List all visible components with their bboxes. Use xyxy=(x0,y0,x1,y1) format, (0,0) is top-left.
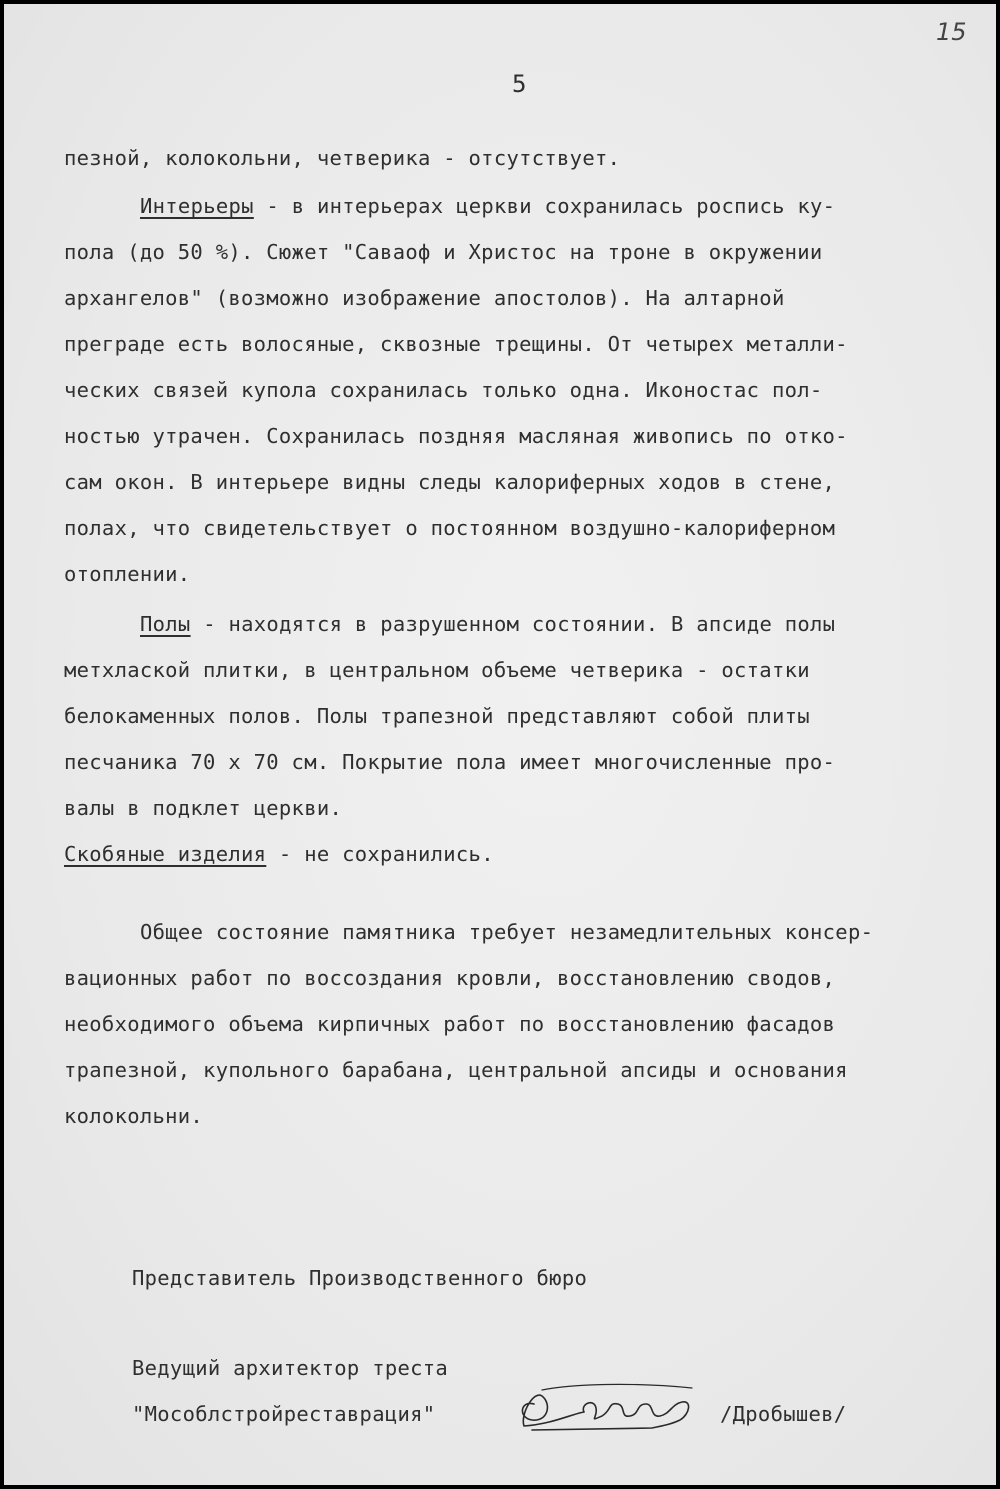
organization-name: "Мособлстройреставрация" xyxy=(132,1402,436,1426)
text-line: ностью утрачен. Сохранилась поздняя масляная живопись по отко- xyxy=(64,424,848,448)
paragraph-interiors-first-line xyxy=(140,194,835,218)
term-interiors: Интерьеры xyxy=(140,194,254,218)
text-line: отоплении. xyxy=(64,562,191,586)
text-line: валы в подклет церкви. xyxy=(64,796,343,820)
text-line: необходимого объема кирпичных работ по восстановлению фасадов xyxy=(64,1012,836,1036)
handwritten-signature xyxy=(512,1374,712,1444)
representative-label: Представитель Производственного бюро xyxy=(132,1266,588,1290)
text-line: пезной, колокольни, четверика - отсутствует. xyxy=(64,146,621,170)
text-line: белокаменных полов. Полы трапезной представляют собой плиты xyxy=(64,704,810,728)
text-line: колокольни. xyxy=(64,1104,204,1128)
text-fragment: - в интерьерах церкви сохранилась роспись ку- xyxy=(253,194,836,218)
position-label: Ведущий архитектор треста xyxy=(132,1356,449,1380)
archive-page-number: 15 xyxy=(936,18,967,46)
paper-background xyxy=(4,4,996,1485)
text-fragment: - находятся в разрушенном состоянии. В апсиде полы xyxy=(190,612,836,636)
text-fragment: - не сохранились. xyxy=(266,842,494,866)
paragraph-floors-first-line xyxy=(140,612,835,636)
term-hardware: Скобяные изделия xyxy=(64,842,267,866)
text-line: Общее состояние памятника требует незамедлительных консер- xyxy=(140,920,874,944)
text-line: сам окон. В интерьере видны следы калориферных ходов в стене, xyxy=(64,470,836,494)
text-line: метхлаской плитки, в центральном объеме четверика - остатки xyxy=(64,658,810,682)
signer-name: /Дробышев/ xyxy=(720,1402,847,1426)
text-line: пола (до 50 %). Сюжет "Саваоф и Христос на троне в окружении xyxy=(64,240,823,264)
paragraph-hardware xyxy=(64,842,494,866)
text-line: вационных работ по воссоздания кровли, восстановлению сводов, xyxy=(64,966,836,990)
text-line: песчаника 70 х 70 см. Покрытие пола имеет многочисленные про- xyxy=(64,750,836,774)
text-line: ческих связей купола сохранилась только одна. Иконостас пол- xyxy=(64,378,823,402)
text-line: трапезной, купольного барабана, центральной апсиды и основания xyxy=(64,1058,848,1082)
text-line: преграде есть волосяные, сквозные трещины. От четырех металли- xyxy=(64,332,848,356)
page-number: 5 xyxy=(512,70,527,98)
term-floors: Полы xyxy=(140,612,191,636)
text-line: архангелов" (возможно изображение апостолов). На алтарной xyxy=(64,286,785,310)
document-page xyxy=(4,4,996,1485)
text-line: полах, что свидетельствует о постоянном воздушно-калориферном xyxy=(64,516,836,540)
